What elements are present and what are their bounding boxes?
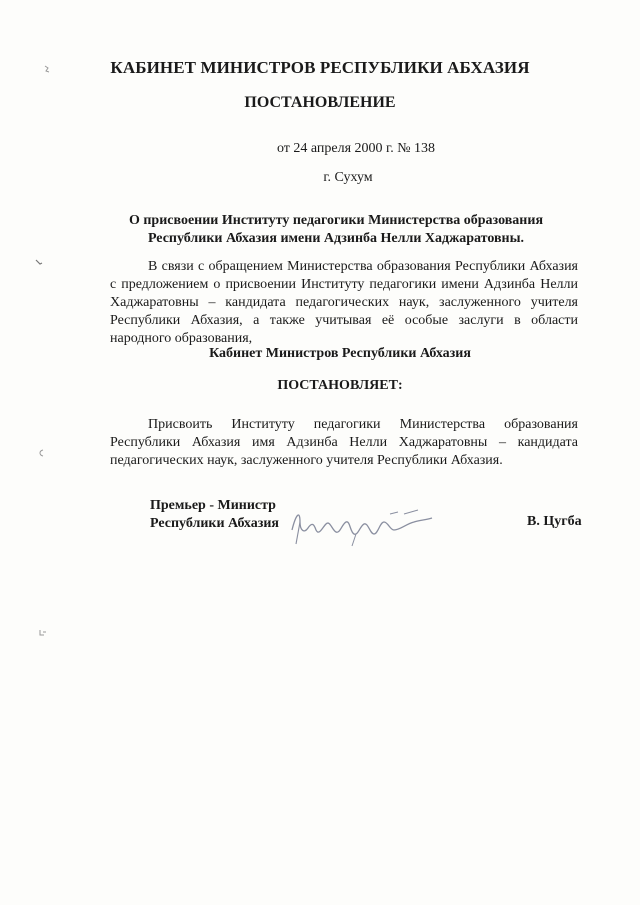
signatory-name: В. Цугба [527,514,582,529]
scan-mark [34,258,44,268]
date-and-number: от 24 апреля 2000 г. № 138 [276,141,436,156]
handwritten-signature [286,500,436,548]
subject-line-2: Республики Абхазия имени Адзинба Нелли Хаджаратовны. [147,231,525,246]
subject-line-1: О присвоении Институту педагогики Министерства образования [128,213,544,228]
signatory-title-line-2: Республики Абхазия [150,516,280,531]
resolution-verb: ПОСТАНОВЛЯЕТ: [277,378,403,393]
place-of-issue: г. Сухум [323,170,373,185]
signatory-title [150,497,279,533]
resolution-text: Присвоить Институту педагогики Министерства образования Республики Абхазия имя Адзинба Нелли Хаджаратовны – кандидата педагогических наук, заслуженного учителя Республики Абхазия. [110,417,578,468]
document-type: ПОСТАНОВЛЕНИЕ [244,94,396,111]
scan-mark [38,628,48,638]
subject-heading [16,212,640,248]
scan-mark [36,448,46,458]
preamble-paragraph: В связи с обращением Министерства образования Республики Абхазия с предложением о присвоении Институту педагогики имени Адзинба Нелли Хаджаратовны – кандидата педагогических наук, заслуженного учителя Республики Абхазия, а также учитывая её особые заслуги в области народного образования, [110,259,578,346]
issuing-authority: КАБИНЕТ МИНИСТРОВ РЕСПУБЛИКИ АБХАЗИЯ [110,58,530,77]
resolution-issuer: Кабинет Министров Республики Абхазия [209,346,471,361]
signatory-title-line-1: Премьер - Министр [150,498,276,513]
